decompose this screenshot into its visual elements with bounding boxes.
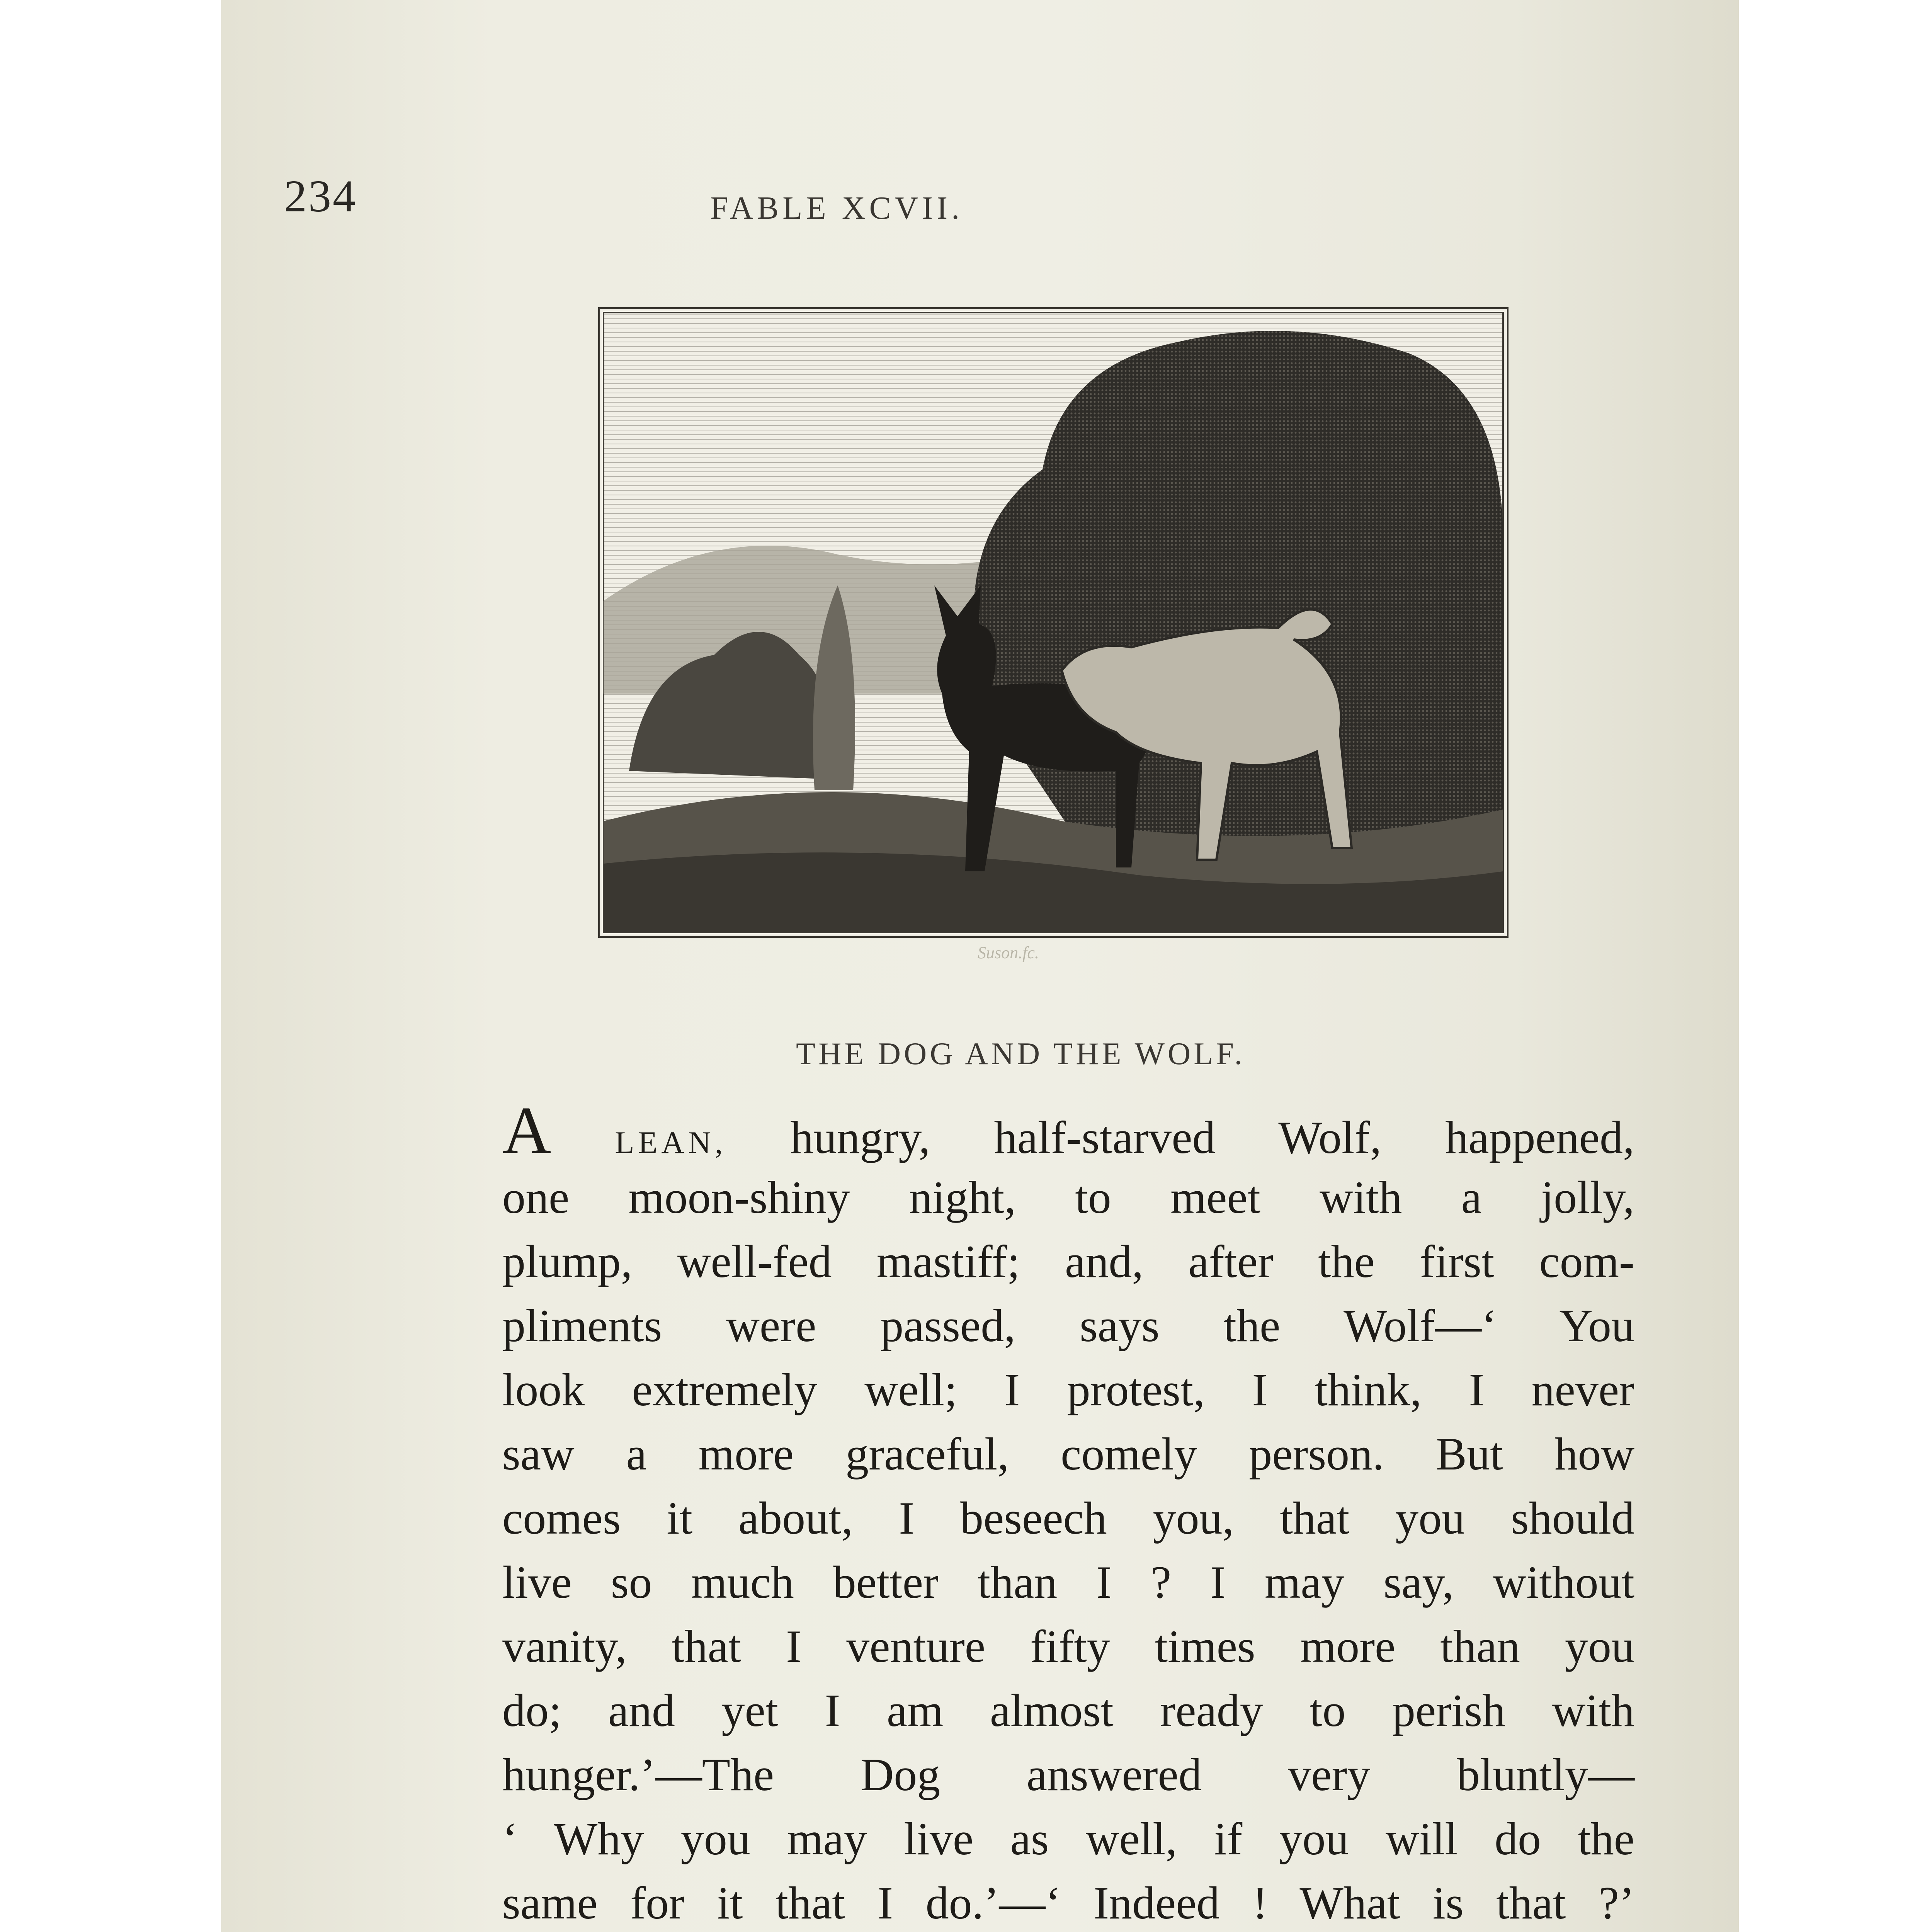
text-line: pliments were passed, says the Wolf—‘ You bbox=[502, 1300, 1634, 1351]
engraver-signature: Suson.fc. bbox=[978, 943, 1039, 962]
page-number: 234 bbox=[284, 171, 357, 221]
text-line: hunger.’—The Dog answered very bluntly— bbox=[502, 1749, 1634, 1800]
text-line: saw a more graceful, comely person. But how bbox=[502, 1428, 1634, 1480]
text-line: same for it that I do.’—‘ Indeed ! What is that ?’ bbox=[502, 1877, 1634, 1929]
text-line: do; and yet I am almost ready to perish with bbox=[502, 1685, 1634, 1736]
drop-cap: A bbox=[502, 1093, 551, 1168]
dog-and-wolf-engraving-image bbox=[598, 307, 1509, 938]
text-line: look extremely well; I protest, I think, I never bbox=[502, 1364, 1634, 1415]
text-line: vanity, that I venture fifty times more than you bbox=[502, 1621, 1634, 1672]
text-line: comes it about, I beseech you, that you should bbox=[502, 1492, 1634, 1544]
fable-text bbox=[502, 1093, 1634, 1932]
text-line bbox=[502, 1093, 1634, 1168]
illustration-caption: THE DOG AND THE WOLF. bbox=[796, 1036, 1245, 1071]
smallcaps-word: LEAN, bbox=[615, 1125, 727, 1160]
text-line: plump, well-fed mastiff; and, after the first com- bbox=[502, 1236, 1634, 1287]
text-line-rest: hungry, half-starved Wolf, happened, bbox=[790, 1112, 1634, 1163]
text-line: ‘ Why you may live as well, if you will do the bbox=[502, 1813, 1634, 1864]
text-line: one moon-shiny night, to meet with a jolly, bbox=[502, 1172, 1634, 1223]
engraving-illustration bbox=[598, 307, 1509, 938]
text-line: live so much better than I ? I may say, without bbox=[502, 1556, 1634, 1608]
running-head: FABLE XCVII. bbox=[710, 190, 964, 226]
